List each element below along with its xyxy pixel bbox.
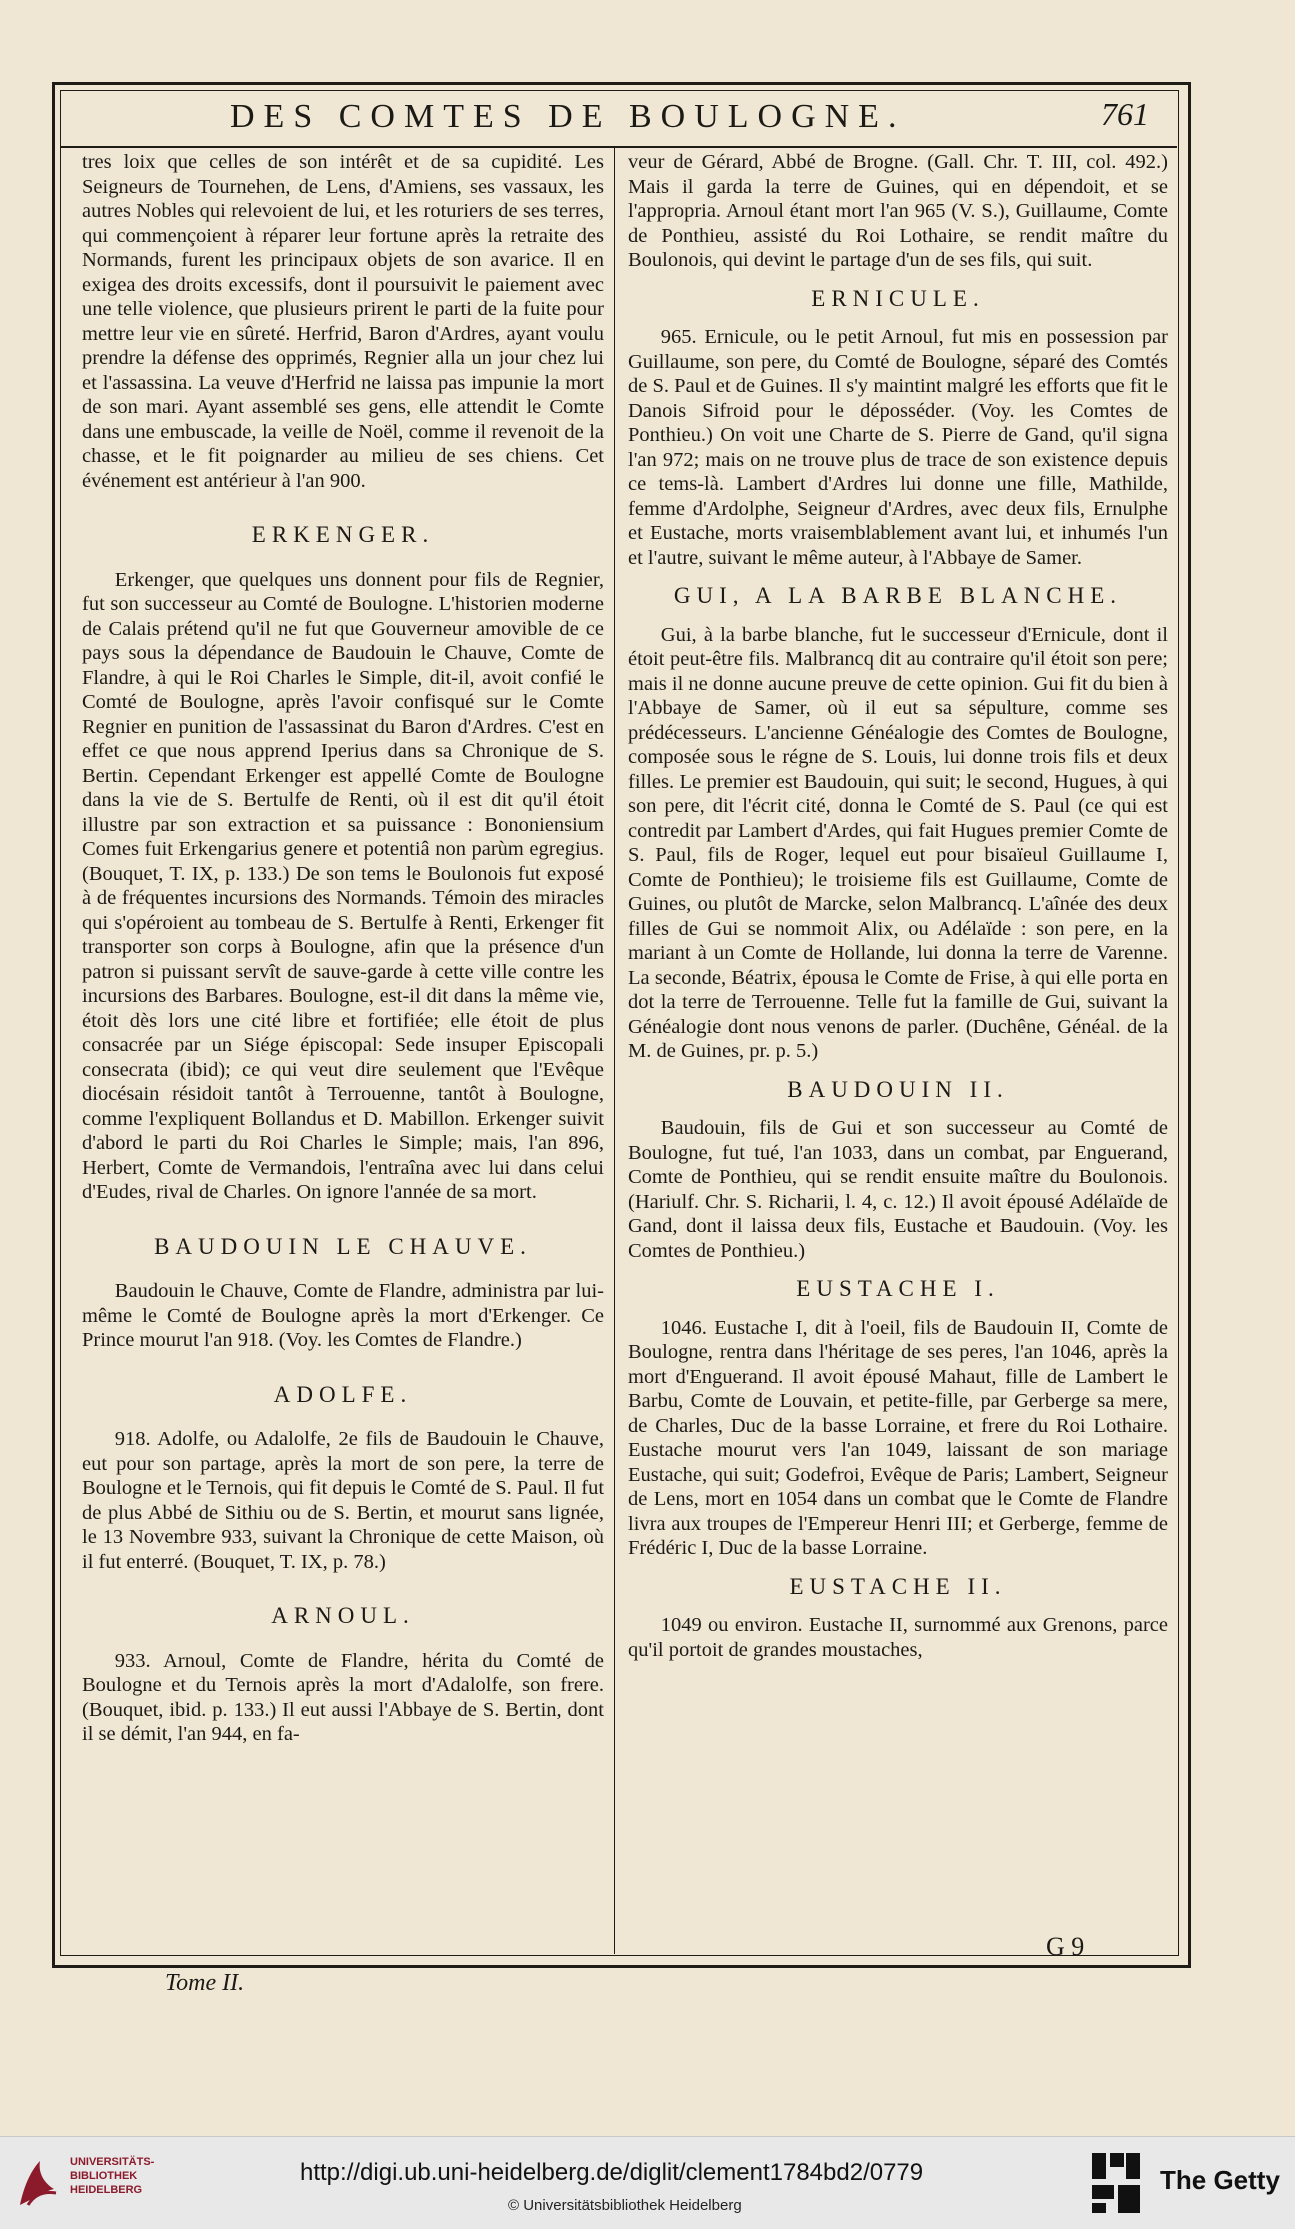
running-title: DES COMTES DE BOULOGNE. [230, 98, 906, 135]
getty-label[interactable]: The Getty [1160, 2165, 1280, 2195]
permalink-url[interactable]: http://digi.ub.uni-heidelberg.de/diglit/clement1784bd2/0779 [300, 2159, 924, 2186]
section-heading: BAUDOUIN II. [787, 1076, 1009, 1102]
right-column [628, 150, 1168, 1945]
heidelberg-logo[interactable] [14, 2151, 164, 2215]
paragraph: 918. Adolfe, ou Adalolfe, 2e fils de Baudouin le Chauve, eut pour son partage, après la mort de son pere, la terre de Boulogne et le Ternois, qui fit depuis le Comté de S. Paul. Il fut de plus Abbé de Sithiu ou de S. Bertin, et mourut sans lignée, le 13 Novembre 933, suivant la Chronique de cette Maison, où il fut enterré. (Bouquet, T. IX, p. 78.) [82, 1428, 604, 1573]
university-seal-icon [14, 2155, 62, 2211]
paragraph: tres loix que celles de son intérêt et de sa cupidité. Les Seigneurs de Tournehen, de Lens, d'Amiens, ses vassaux, les autres Nobles qui relevoient de lui, et les roturiers de ses terres, qui commençoient à réparer leur fortune après la retraite des Normands, furent les principaux objets de son avarice. Il en exigea des droits excessifs, dont il poursuivit le paiement avec une telle violence, que plusieurs prirent le parti de la fuite pour mettre leur vie en sûreté. Herfrid, Baron d'Ardres, ayant voulu prendre la défense des opprimés, Regnier alla un jour chez lui et l'assassina. La veuve d'Herfrid ne laissa pas impunie la mort de son mari. Ayant assemblé ses gens, elle attendit le Comte dans une embuscade, la veille de Noël, comme il revenoit de la chasse, et le fit poignarder au milieu de ses chiens. Cet événement est antérieur à l'an 900. [82, 151, 604, 492]
section-heading: BAUDOUIN LE CHAUVE. [154, 1233, 532, 1259]
left-column [82, 150, 604, 1945]
running-head [60, 90, 1177, 148]
paragraph: 965. Ernicule, ou le petit Arnoul, fut mis en possession par Guillaume, son pere, du Comté de Boulogne, séparé des Comtés de S. Paul et de Guines. Il s'y maintint malgré les efforts que fit le Danois Sifroid pour le déposséder. (Voy. les Comtes de Ponthieu.) On voit une Charte de S. Pierre de Gand, qu'il signa l'an 972; mais on ne trouve plus de trace de son existence depuis ce tems-là. Lambert d'Ardres lui donne une fille, Mathilde, femme d'Ardolphe, Seigneur d'Ardres, avec deux fils, Ernulphe et Eustache, morts vraisemblablement avant lui, et inhumés l'un et l'autre, suivant le même auteur, à l'Abbaye de Samer. [628, 326, 1168, 569]
paragraph: Gui, à la barbe blanche, fut le successeur d'Ernicule, dont il étoit peut-être fils. Malbrancq dit au contraire qu'il étoit son pere; mais il ne donne aucune preuve de cette opinion. Gui fit du bien à l'Abbaye de Samer, où il eut sa sépulture, comme ses prédécesseurs. L'ancienne Généalogie des Comtes de Boulogne, composée sous le régne de S. Louis, lui donne trois fils et deux filles. Le premier est Baudouin, qui suit; le second, Hugues, à qui son pere, dit l'écrit cité, donna le Comté de S. Paul (ce qui est contredit par Lambert d'Ardes, qui fait Hugues premier Comte de S. Paul, fils de Roger, lequel eut pour bisaïeul Guillaume I, Comte de Ponthieu); le troisieme fils est Guillaume, Comte de Guines, ou plutôt de Marcke, selon Malbrancq. L'aînée des deux filles de Gui se nommoit Alix, ou Adélaïde : son pere, en la mariant à un Comte de Hollande, lui donna la terre de Varenne. La seconde, Béatrix, épousa le Comte de Frise, à qui elle porta en dot la terre de Terrouenne. Telle fut la famille de Gui, suivant la Généalogie dont nous venons de parler. (Duchêne, Généal. de la M. de Guines, pr. p. 5.) [628, 623, 1168, 1062]
library-name: UNIVERSITÄTS-BIBLIOTHEK HEIDELBERG [70, 2156, 155, 2196]
getty-logo-icon[interactable] [1090, 2151, 1142, 2215]
paragraph: 933. Arnoul, Comte de Flandre, hérita du Comté de Boulogne et du Ternois après la mort d'Adalolfe, son frere. (Bouquet, ibid. p. 133.) Il eut aussi l'Abbaye de S. Bertin, dont il se démit, l'an 944, en fa- [82, 1649, 604, 1745]
section-heading: EUSTACHE I. [796, 1276, 1000, 1301]
page-number: 761 [1101, 96, 1149, 132]
printer-signature: G 9 [1046, 1932, 1085, 1961]
section-heading: ADOLFE. [273, 1381, 413, 1407]
section-heading: ERNICULE. [811, 285, 985, 311]
section-heading: EUSTACHE II. [789, 1573, 1007, 1599]
paragraph: 1049 ou environ. Eustache II, surnommé aux Grenons, parce qu'il portoit de grandes moustaches, [628, 1614, 1168, 1661]
paragraph: 1046. Eustache I, dit à l'oeil, fils de Baudouin II, Comte de Boulogne, rentra dans l'héritage de ses peres, l'an 1046, après la mort d'Enguerand. Il avoit épousé Mahaut, fille de Lambert le Barbu, Comte de Louvain, et petite-fille, par Gerberge sa mere, de Charles, Duc de la basse Lorraine, et frere du Roi Lothaire. Eustache mourut vers l'an 1049, laissant de son mariage Eustache, qui suit; Godefroi, Evêque de Paris; Lambert, Seigneur de Lens, mort en 1054 dans un combat que le Comte de Flandre livra aux troupes de l'Empereur Henri III; et Gerberge, femme de Frédéric I, Duc de la basse Lorraine. [628, 1316, 1168, 1559]
paragraph: Baudouin le Chauve, Comte de Flandre, administra par lui-même le Comté de Boulogne après la mort d'Erkenger. Ce Prince mourut l'an 918. (Voy. les Comtes de Flandre.) [82, 1280, 604, 1351]
section-heading: GUI, A LA BARBE BLANCHE. [673, 583, 1123, 608]
copyright-notice: © Universitätsbibliothek Heidelberg [508, 2197, 742, 2214]
section-heading: ERKENGER. [251, 522, 435, 547]
paragraph: veur de Gérard, Abbé de Brogne. (Gall. Chr. T. III, col. 492.) Mais il garda la terre de Guines, qui en dépendoit, et se l'appropria. Arnoul étant mort l'an 965 (V. S.), Guillaume, Comte de Ponthieu, assisté du Roi Lothaire, se rendit maître du Boulonois, qui devint le partage d'un de ses fils, qui suit. [628, 151, 1168, 271]
viewer-footer [0, 2136, 1295, 2229]
section-heading: ARNOUL. [271, 1603, 415, 1628]
column-rule [614, 148, 615, 1954]
paragraph: Baudouin, fils de Gui et son successeur au Comté de Boulogne, fut tué, l'an 1033, dans un combat, par Enguerand, Comte de Ponthieu, qui se rendit ensuite maître du Boulonois. (Hariulf. Chr. S. Richarii, l. 4, c. 12.) Il avoit épousé Adélaïde de Gand, dont il laissa deux fils, Eustache et Baudouin. (Voy. les Comtes de Ponthieu.) [628, 1117, 1168, 1262]
volume-label: Tome II. [165, 1970, 245, 1996]
paragraph: Erkenger, que quelques uns donnent pour fils de Regnier, fut son successeur au Comté de Boulogne. L'historien moderne de Calais prétend qu'il ne fut que Gouverneur amovible de ce pays sous la dépendance de Baudouin le Chauve, Comte de Flandre, à qui le Roi Charles le Simple, dit-il, avoit confié le Comté de Boulogne, après l'avoir confisqué sur le Comte Regnier en punition de l'assassinat du Baron d'Ardres. C'est en effet ce que nous apprend Iperius dans sa Chronique de S. Bertin. Cependant Erkenger est appellé Comte de Boulogne dans la vie de S. Bertulfe de Renti, où il est dit qu'il étoit illustre par son extraction et sa puissance : Bononiensium Comes fuit Erkengarius genere et potentiâ non parùm egregius. (Bouquet, T. IX, p. 133.) De son tems le Boulonois fut exposé à de fréquentes incursions des Normands. Témoin des miracles qui s'opéroient au tombeau de S. Bertulfe à Renti, Erkenger fit transporter son corps à Boulogne, afin que la présence d'un patron si puissant servît de sauve-garde à cette ville contre les incursions des Barbares. Boulogne, est-il dit dans la même vie, étoit dès lors une cité libre et fortifiée; elle étoit de plus consacrée par un Siége épiscopal: Sede insuper Episcopali consecrata (ibid); ce qui veut dire seulement que l'Evêque diocésain résidoit tantôt à Terrouenne, tantôt à Boulogne, comme l'expliquent Bollandus et D. Mabillon. Erkenger suivit d'abord le parti du Roi Charles le Simple; mais, l'an 896, Herbert, Comte de Vermandois, l'entraîna avec lui dans celui d'Eudes, rival de Charles. On ignore l'année de sa mort. [82, 568, 604, 1203]
